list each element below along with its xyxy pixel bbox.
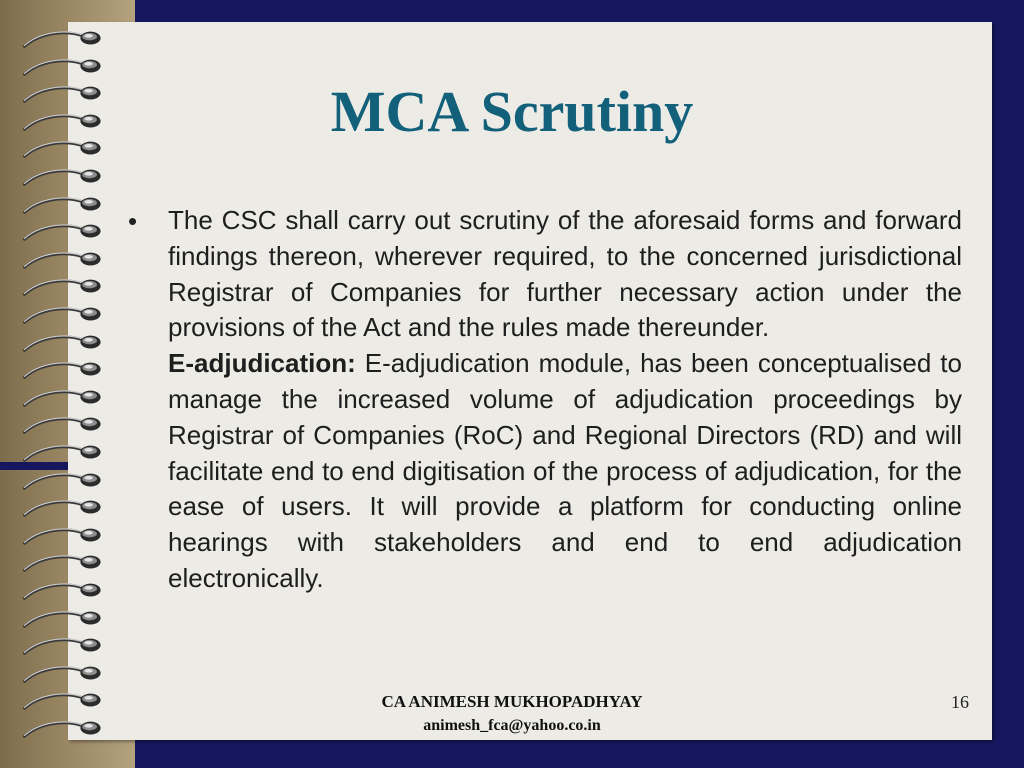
spiral-binding-ring-icon bbox=[18, 387, 108, 409]
spiral-binding-ring-icon bbox=[18, 304, 108, 326]
spiral-binding-ring-icon bbox=[18, 28, 108, 50]
spiral-binding-ring-icon bbox=[18, 166, 108, 188]
spiral-binding-ring-icon bbox=[18, 470, 108, 492]
spiral-binding-ring-icon bbox=[18, 249, 108, 271]
spiral-binding-ring-icon bbox=[18, 56, 108, 78]
spiral-binding-ring-icon bbox=[18, 497, 108, 519]
spiral-binding-ring-icon bbox=[18, 525, 108, 547]
spiral-binding-ring-icon bbox=[18, 663, 108, 685]
paragraph-body: E-adjudication module, has been conceptualised to manage the increased volume of adjudication proceedings by Registrar of Companies (RoC) and Regional Directors (RD) and will facilitate end to end digitisation of the process of adjudication, for the ease of users. It will provide a platform for conducting online hearings with stakeholders and end to end adjudication electronically. bbox=[168, 348, 962, 593]
spiral-binding-ring-icon bbox=[18, 552, 108, 574]
spiral-binding-ring-icon bbox=[18, 608, 108, 630]
slide-body-paragraph bbox=[168, 203, 962, 597]
footer-email: animesh_fca@yahoo.co.in bbox=[423, 717, 601, 734]
slide-title: MCA Scrutiny bbox=[330, 79, 694, 144]
footer-author: CA ANIMESH MUKHOPADHYAY bbox=[381, 692, 643, 711]
spiral-binding-ring-icon bbox=[18, 580, 108, 602]
e-adjudication-heading: E-adjudication: bbox=[168, 348, 356, 379]
spiral-binding-ring-icon bbox=[18, 359, 108, 381]
spiral-binding-ring-icon bbox=[18, 635, 108, 657]
spiral-binding-ring-icon bbox=[18, 276, 108, 298]
spiral-binding-ring-icon bbox=[18, 221, 108, 243]
page-number: 16 bbox=[951, 692, 969, 712]
spiral-binding-ring-icon bbox=[18, 194, 108, 216]
spiral-binding-ring-icon bbox=[18, 414, 108, 436]
paragraph-intro: The CSC shall carry out scrutiny of the aforesaid forms and forward findings thereon, wherever required, to the concerned jurisdictional Registrar of Companies for further necessary action under the provisions of the Act and the rules made thereunder. bbox=[168, 205, 962, 343]
spiral-binding-ring-icon bbox=[18, 442, 108, 464]
spiral-binding-ring-icon bbox=[18, 332, 108, 354]
bullet-marker: • bbox=[128, 206, 138, 236]
